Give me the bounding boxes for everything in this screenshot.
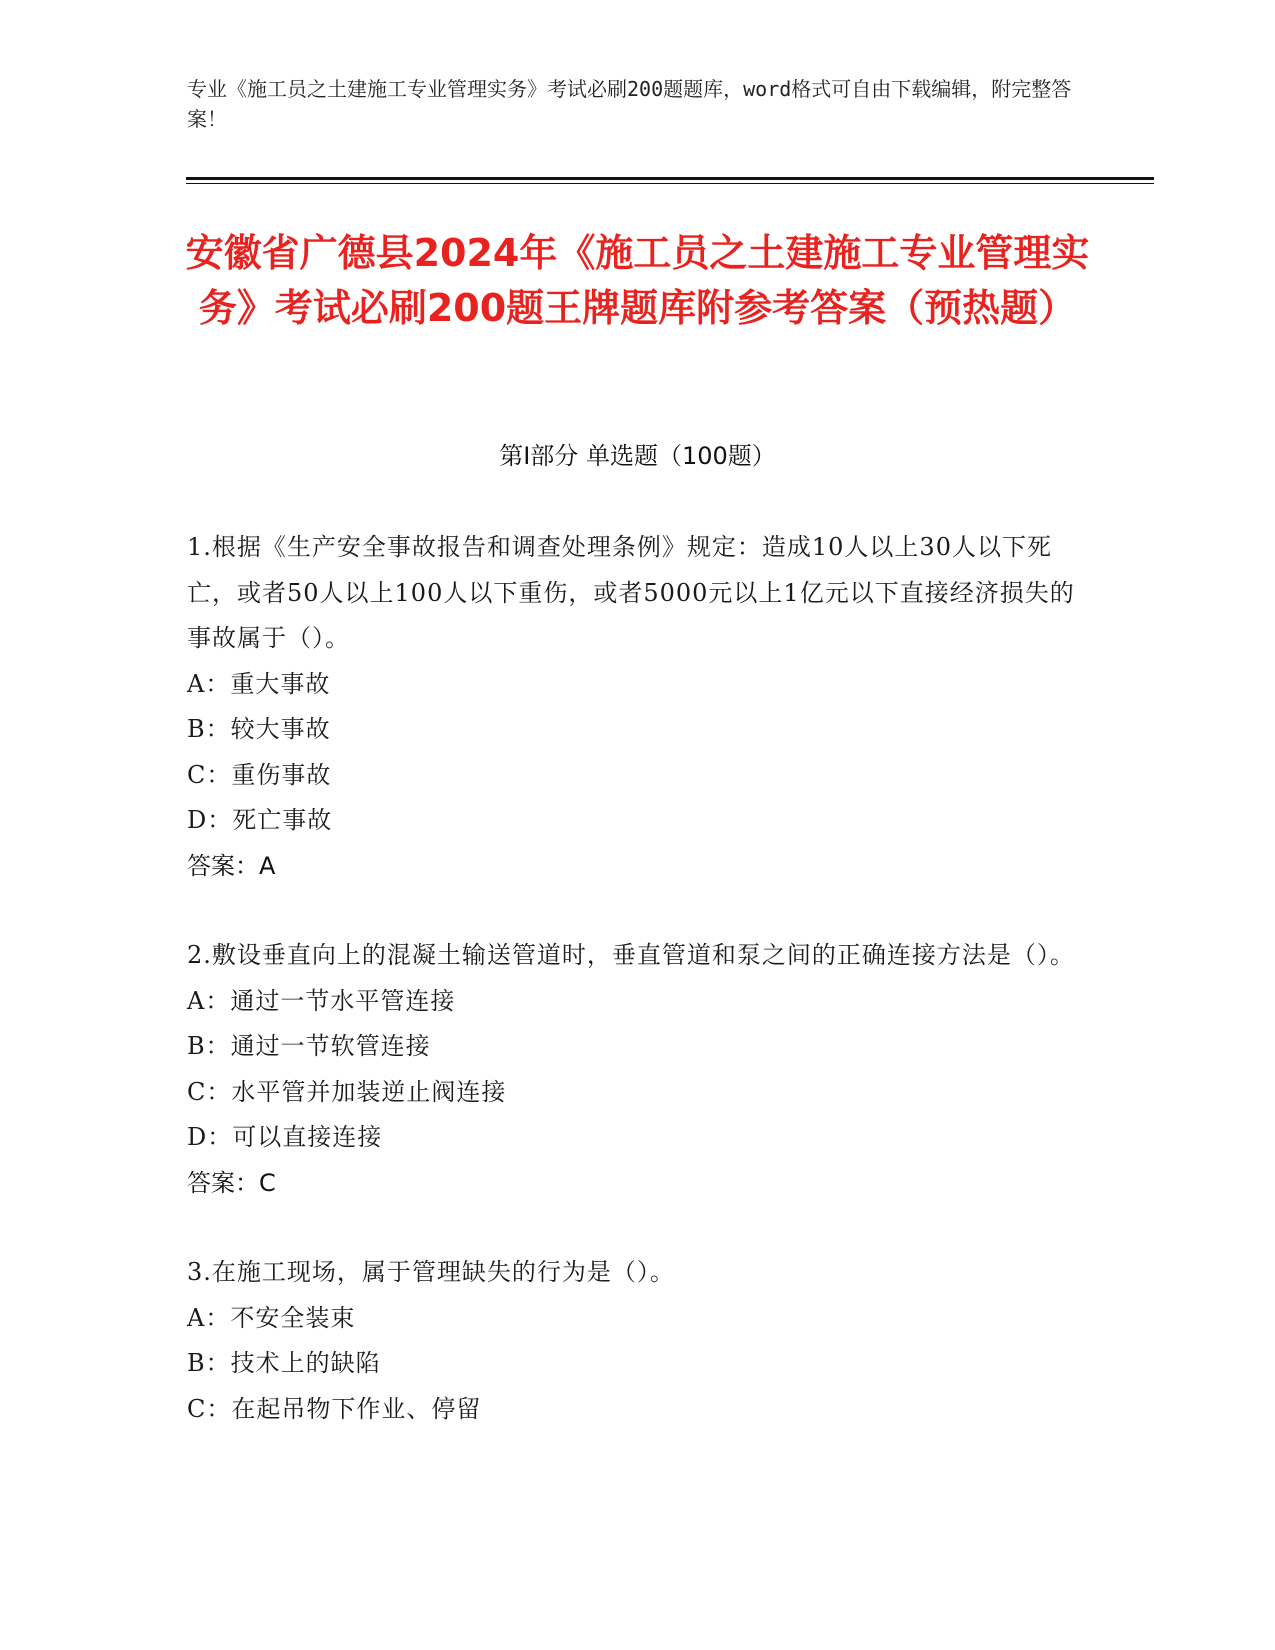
option-b: B：技术上的缺陷 (187, 1349, 381, 1377)
option-b: B：较大事故 (187, 715, 331, 743)
option-a: A：重大事故 (187, 669, 331, 698)
question-list (187, 525, 1087, 1476)
option-a: A：通过一节水平管连接 (187, 986, 456, 1015)
answer-line: 答案：A (187, 851, 276, 880)
question-stem: 3.在施工现场，属于管理缺失的行为是（）。 (187, 1258, 675, 1286)
header-divider-thin (186, 183, 1154, 184)
document-title: 安徽省广德县2024年《施工员之土建施工专业管理实务》考试必刷200题王牌题库附参考答案（预热题） (185, 231, 1090, 330)
option-c: C：在起吊物下作业、停留 (187, 1394, 482, 1423)
section-heading: 第I部分 单选题（100题） (499, 442, 776, 470)
answer-line: 答案：C (187, 1168, 276, 1197)
option-d: D：可以直接连接 (187, 1123, 383, 1151)
question-3 (187, 1250, 1087, 1432)
option-d: D：死亡事故 (187, 806, 333, 834)
option-c: C：重伤事故 (187, 760, 332, 789)
document-header-note: 专业《施工员之土建施工专业管理实务》考试必刷200题题库，word格式可自由下载编辑，附完整答案！ (187, 77, 1072, 131)
question-stem: 1.根据《生产安全事故报告和调查处理条例》规定：造成10人以上30人以下死亡，或者50人以上100人以下重伤，或者5000元以上1亿元以下直接经济损失的事故属于（）。 (187, 533, 1075, 652)
question-1 (187, 525, 1087, 889)
option-c: C：水平管并加装逆止阀连接 (187, 1077, 507, 1106)
question-stem: 2.敷设垂直向上的混凝土输送管道时，垂直管道和泵之间的正确连接方法是（）。 (187, 941, 1075, 969)
option-a: A：不安全装束 (187, 1303, 356, 1332)
header-divider-thick (186, 177, 1154, 180)
question-2 (187, 933, 1087, 1206)
option-b: B：通过一节软管连接 (187, 1032, 431, 1060)
